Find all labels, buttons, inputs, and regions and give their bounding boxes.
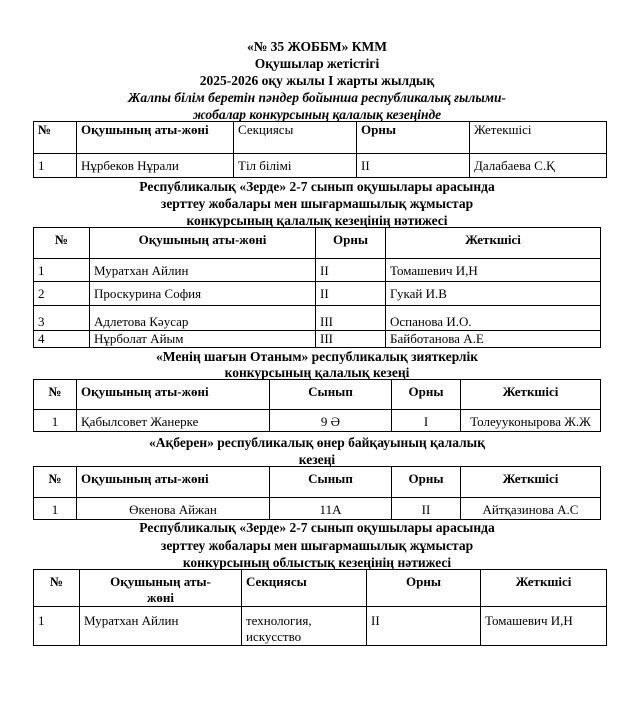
col-student-name-line2: жөні [146, 590, 175, 605]
cell-number: 3 [34, 306, 90, 331]
doc-title-achievements: Оқушылар жетістігі [254, 56, 380, 71]
cell-supervisor: Гукай И.В [386, 282, 601, 306]
table-row [34, 259, 601, 282]
cell-section-line1: технология, [246, 613, 312, 628]
col-number: № [34, 122, 77, 154]
cell-supervisor: Толеууконырова Ж.Ж [461, 410, 601, 432]
table-row [34, 607, 607, 646]
cell-student-name: Проскурина София [90, 282, 316, 306]
table-row [34, 498, 601, 520]
cell-place: II [316, 282, 386, 306]
col-student-name: Оқушының аты-жөні [90, 228, 316, 259]
cell-section [242, 607, 367, 646]
table-row [34, 282, 601, 306]
cell-place: I [392, 410, 461, 432]
col-student-name [80, 570, 242, 607]
cell-place: II [367, 607, 481, 646]
col-place: Орны [392, 380, 461, 410]
section4-title-line2: кезеңі [298, 452, 336, 467]
section5-table [33, 569, 607, 646]
col-student-name-line1: Оқушының аты- [110, 574, 211, 589]
table-row [34, 410, 601, 432]
section2-title-line3: конкурсының қалалық кезеңінің нәтижесі [186, 213, 448, 228]
col-class: Сынып [270, 467, 392, 498]
col-number: № [34, 570, 80, 607]
section3-title-line2: конкурсының қалалық кезеңі [224, 365, 410, 380]
cell-place: III [316, 306, 386, 331]
col-supervisor: Жеткшісі [461, 467, 601, 498]
cell-supervisor: Далабаева С.Қ [470, 154, 607, 178]
section3-table [33, 379, 601, 432]
section1-title-line2: жобалар конкурсының қалалық кезеңінде [192, 107, 442, 122]
cell-class: 11А [270, 498, 392, 520]
table-row [34, 306, 601, 331]
cell-place: III [316, 331, 386, 348]
cell-student-name: Муратхан Айлин [90, 259, 316, 282]
col-number: № [34, 467, 77, 498]
table-header-row [34, 570, 607, 607]
cell-place: II [392, 498, 461, 520]
table-row [34, 331, 601, 348]
cell-number: 4 [34, 331, 90, 348]
cell-supervisor: Оспанова И.О. [386, 306, 601, 331]
table-header-row [34, 467, 601, 498]
table-header-row [34, 380, 601, 410]
col-number: № [34, 228, 90, 259]
cell-section: Тіл білімі [234, 154, 357, 178]
col-place: Орны [392, 467, 461, 498]
cell-student-name: Қабылсовет Жанерке [77, 410, 270, 432]
section3-title-line1: «Менің шағын Отаным» республикалық зияткерлік [156, 349, 478, 364]
cell-supervisor: Айтқазинова А.С [461, 498, 601, 520]
cell-number: 2 [34, 282, 90, 306]
col-place: Орны [316, 228, 386, 259]
col-section: Секциясы [234, 122, 357, 154]
cell-number: 1 [34, 607, 80, 646]
section5-title-line1: Республикалық «Зерде» 2-7 сынып оқушылары арасында [139, 520, 495, 535]
col-supervisor: Жеткшісі [461, 380, 601, 410]
col-student-name: Оқушының аты-жөні [77, 122, 234, 154]
cell-supervisor: Томашевич И,Н [481, 607, 607, 646]
col-class: Сынып [270, 380, 392, 410]
col-supervisor: Жеткшісі [386, 228, 601, 259]
section2-table [33, 227, 601, 348]
cell-place: II [316, 259, 386, 282]
cell-number: 1 [34, 259, 90, 282]
section2-title-line2: зерттеу жобалары мен шығармашылық жұмыстар [160, 196, 474, 211]
cell-class: 9 Ә [270, 410, 392, 432]
section5-title-line3: конкурсының облыстық кезеңінің нәтижесі [182, 555, 452, 570]
table-row [34, 154, 607, 178]
doc-title-year: 2025-2026 оқу жылы І жарты жылдық [199, 73, 435, 88]
col-place: Орны [367, 570, 481, 607]
cell-place: II [357, 154, 470, 178]
cell-student-name: Адлетова Кәусар [90, 306, 316, 331]
cell-number: 1 [34, 154, 77, 178]
doc-title-school: «№ 35 ЖОББМ» КММ [246, 39, 388, 54]
cell-student-name: Нұрболат Айым [90, 331, 316, 348]
col-supervisor: Жеткшісі [481, 570, 607, 607]
cell-number: 1 [34, 498, 77, 520]
col-number: № [34, 380, 77, 410]
section1-title-line1: Жалпы білім беретін пәндер бойынша республикалық ғылыми- [128, 90, 506, 105]
table-header-row [34, 228, 601, 259]
cell-number: 1 [34, 410, 77, 432]
col-student-name: Оқушының аты-жөні [77, 467, 270, 498]
cell-student-name: Муратхан Айлин [80, 607, 242, 646]
cell-student-name: Нұрбеков Нұрали [77, 154, 234, 178]
section4-title-line1: «Ақберен» республикалық өнер байқауының қалалық [149, 435, 485, 450]
section1-table [33, 121, 607, 178]
col-place: Орны [357, 122, 470, 154]
cell-student-name: Өкенова Айжан [77, 498, 270, 520]
cell-section-line2: искусство [246, 629, 302, 644]
section5-title-line2: зерттеу жобалары мен шығармашылық жұмыстар [160, 538, 474, 553]
col-supervisor: Жетекшісі [470, 122, 607, 154]
cell-supervisor: Байботанова А.Е [386, 331, 601, 348]
table-header-row [34, 122, 607, 154]
cell-supervisor: Томашевич И,Н [386, 259, 601, 282]
section4-table [33, 466, 601, 520]
col-section: Секциясы [242, 570, 367, 607]
section2-title-line1: Республикалық «Зерде» 2-7 сынып оқушылары арасында [139, 179, 495, 194]
col-student-name: Оқушының аты-жөні [77, 380, 270, 410]
